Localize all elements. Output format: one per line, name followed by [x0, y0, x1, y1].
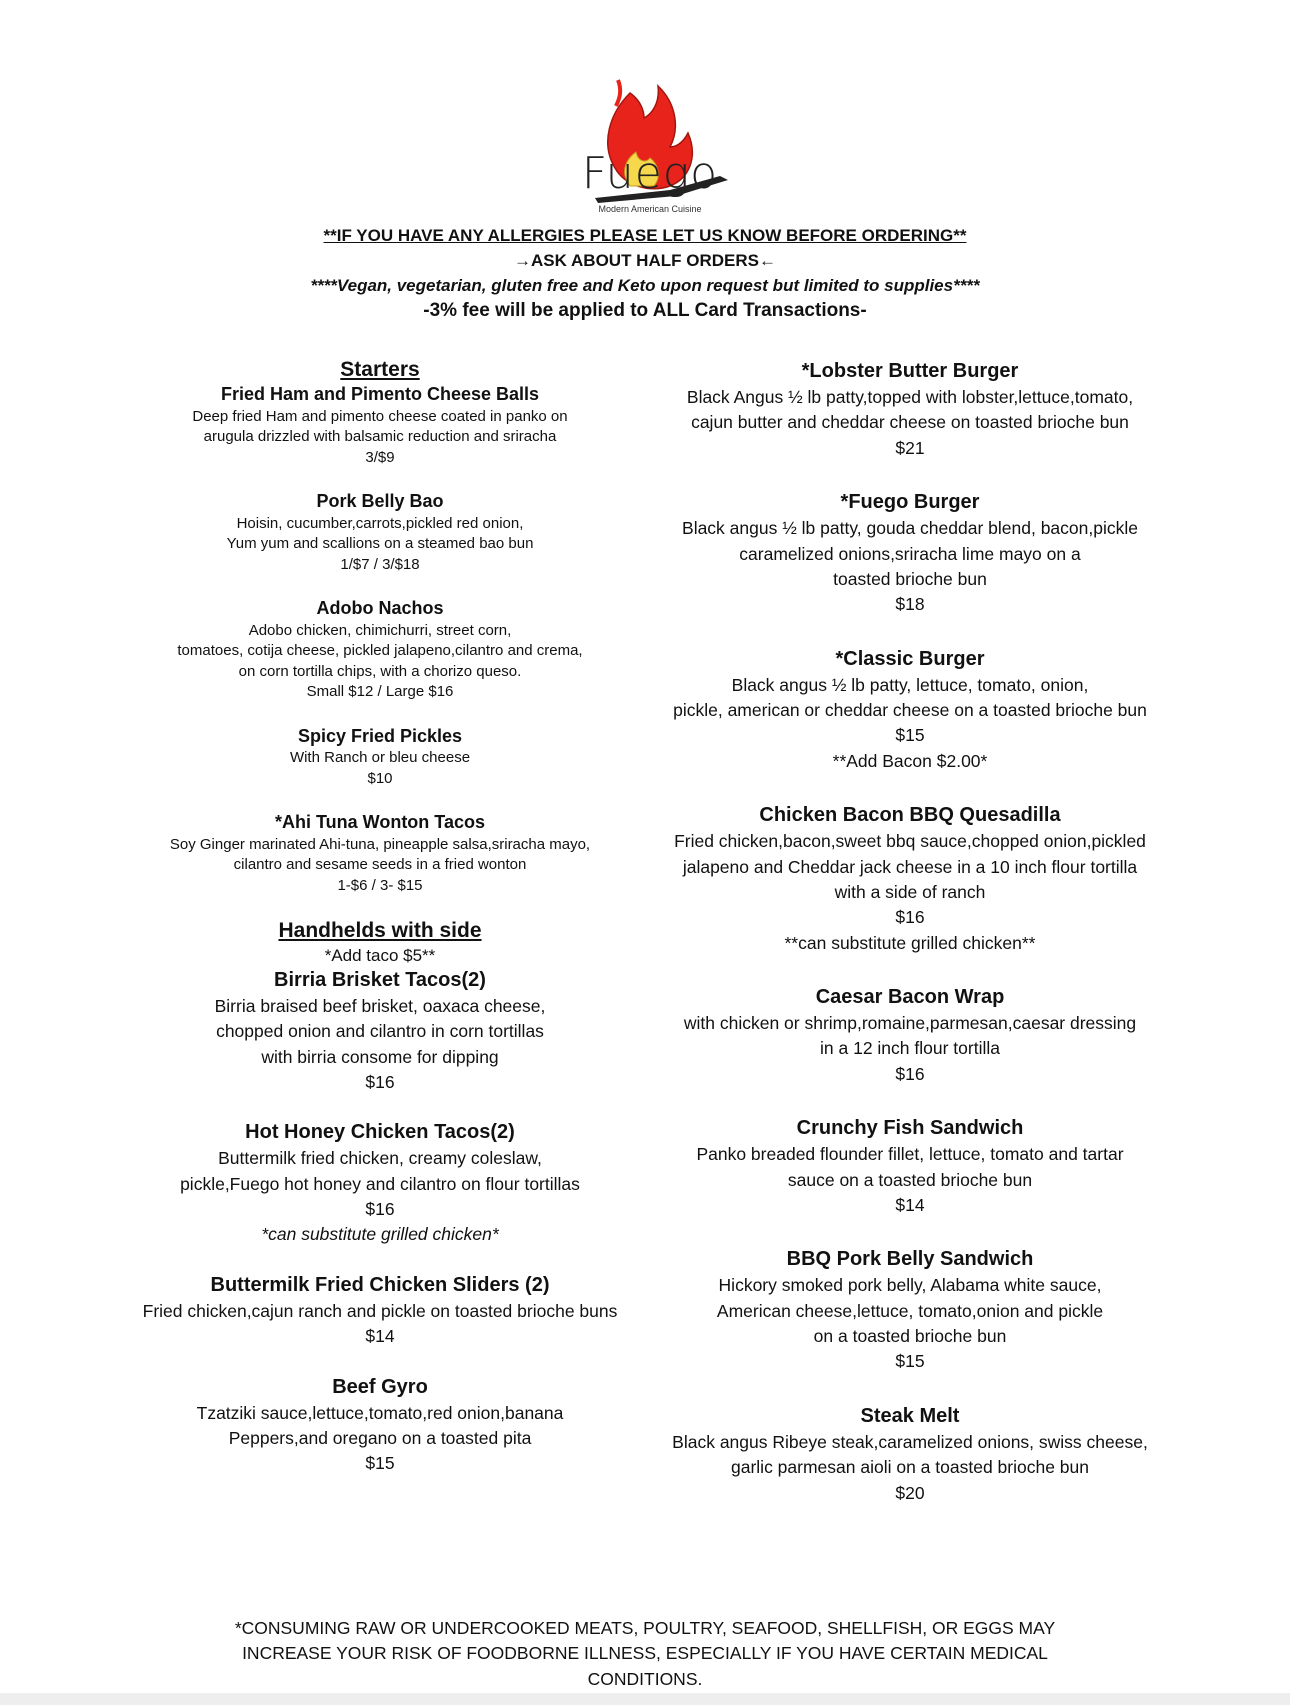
item-price: Small $12 / Large $16 — [306, 683, 454, 701]
item-desc: Peppers,and oregano on a toasted pita — [228, 1427, 532, 1448]
starters-heading: Starters — [340, 358, 420, 381]
item-note: **Add Bacon $2.00* — [832, 750, 988, 771]
item-desc: pickle, american or cheddar cheese on a toasted brioche bun — [673, 700, 1147, 720]
item-desc: Black angus ½ lb patty, gouda cheddar blend, bacon,pickle — [682, 518, 1138, 539]
item-desc: Birria braised beef brisket, oaxaca cheese, — [214, 995, 546, 1016]
item-desc: tomatoes, cotija cheese, pickled jalapeno,cilantro and crema, — [177, 642, 583, 660]
item-name: Chicken Bacon BBQ Quesadilla — [759, 804, 1061, 827]
item-desc: Fried chicken,cajun ranch and pickle on toasted brioche buns — [142, 1300, 618, 1321]
disclaimer-line: CONDITIONS. — [587, 1668, 703, 1689]
menu-item — [645, 802, 1175, 956]
item-desc: caramelized onions,sriracha lime mayo on a — [739, 543, 1081, 564]
handhelds-heading: Handhelds with side — [278, 919, 482, 943]
item-price: $14 — [895, 1194, 925, 1215]
item-name: Pork Belly Bao — [316, 491, 444, 512]
menu-item — [110, 383, 650, 468]
item-desc: Hickory smoked pork belly, Alabama white sauce, — [718, 1275, 1102, 1296]
item-desc: Yum yum and scallions on a steamed bao bun — [226, 535, 534, 553]
item-desc: With Ranch or bleu cheese — [289, 749, 471, 767]
menu-item — [110, 1374, 650, 1477]
item-desc: with a side of ranch — [834, 881, 986, 902]
item-desc: Adobo chicken, chimichurri, street corn, — [248, 621, 512, 639]
item-desc: cajun butter and cheddar cheese on toasted brioche bun — [691, 412, 1129, 433]
item-desc: Hoisin, cucumber,carrots,pickled red onion, — [236, 514, 524, 532]
item-name: Beef Gyro — [332, 1375, 428, 1398]
menu-item — [110, 490, 650, 575]
item-name: *Fuego Burger — [840, 491, 980, 514]
menu-item — [110, 1272, 650, 1350]
menu-item — [110, 967, 650, 1096]
item-desc: sauce on a toasted brioche bun — [787, 1169, 1033, 1190]
item-name: *Ahi Tuna Wonton Tacos — [275, 812, 485, 833]
diet-notice: ****Vegan, vegetarian, gluten free and Keto upon request but limited to supplies**** — [310, 276, 980, 295]
item-desc: arugula drizzled with balsamic reduction and sriracha — [203, 428, 557, 446]
item-desc: Black Angus ½ lb patty,topped with lobster,lettuce,tomato, — [686, 387, 1134, 407]
item-price: $15 — [895, 725, 925, 746]
item-desc: cilantro and sesame seeds in a fried wonton — [233, 856, 527, 874]
item-price: $14 — [365, 1326, 395, 1347]
item-desc: chopped onion and cilantro in corn tortillas — [216, 1021, 544, 1042]
half-orders-notice: →ASK ABOUT HALF ORDERS← — [514, 251, 776, 270]
item-price: $20 — [895, 1482, 925, 1503]
item-name: *Classic Burger — [835, 647, 985, 670]
item-name: Crunchy Fish Sandwich — [796, 1117, 1024, 1140]
item-price: $21 — [895, 437, 925, 458]
item-desc: with birria consome for dipping — [261, 1046, 499, 1067]
item-price: $10 — [367, 769, 393, 787]
item-desc: Black angus Ribeye steak,caramelized onions, swiss cheese, — [672, 1431, 1148, 1452]
item-desc: on a toasted brioche bun — [813, 1326, 1007, 1346]
item-name: Caesar Bacon Wrap — [815, 986, 1005, 1008]
item-desc: Buttermilk fried chicken, creamy coleslaw, — [218, 1148, 542, 1169]
item-name: BBQ Pork Belly Sandwich — [786, 1248, 1034, 1271]
item-name: Spicy Fried Pickles — [297, 725, 463, 746]
item-desc: Fried chicken,bacon,sweet bbq sauce,chopped onion,pickled — [674, 831, 1146, 852]
item-name: *Lobster Butter Burger — [801, 360, 1019, 382]
item-price: 1-$6 / 3- $15 — [337, 876, 423, 894]
item-desc: Black angus ½ lb patty, lettuce, tomato, onion, — [731, 674, 1089, 695]
disclaimer-line: INCREASE YOUR RISK OF FOODBORNE ILLNESS, ESPECIALLY IF YOU HAVE CERTAIN MEDICAL — [242, 1643, 1048, 1664]
item-name: Birria Brisket Tacos(2) — [274, 968, 486, 991]
item-price: 1/$7 / 3/$18 — [340, 555, 420, 573]
item-desc: with chicken or shrimp,romaine,parmesan,caesar dressing — [683, 1013, 1137, 1033]
item-desc: on corn tortilla chips, with a chorizo queso. — [238, 662, 522, 680]
item-price: $16 — [365, 1071, 395, 1092]
menu-item — [645, 984, 1175, 1087]
item-price: 3/$9 — [365, 448, 395, 466]
brand-tagline: Modern American Cuisine — [598, 204, 702, 214]
menu-item — [110, 725, 650, 789]
item-desc: Deep fried Ham and pimento cheese coated in panko on — [192, 407, 568, 425]
item-note: *can substitute grilled chicken* — [261, 1224, 499, 1245]
card-fee-notice: -3% fee will be applied to ALL Card Transactions- — [423, 300, 867, 321]
item-desc: garlic parmesan aioli on a toasted brioche bun — [731, 1457, 1089, 1478]
item-desc: Tzatziki sauce,lettuce,tomato,red onion,banana — [196, 1402, 564, 1423]
item-desc: Soy Ginger marinated Ahi-tuna, pineapple salsa,sriracha mayo, — [169, 835, 591, 853]
disclaimer-line: *CONSUMING RAW OR UNDERCOOKED MEATS, POULTRY, SEAFOOD, SHELLFISH, OR EGGS MAY — [234, 1618, 1056, 1638]
item-desc: jalapeno and Cheddar jack cheese in a 10 inch flour tortilla — [682, 856, 1138, 877]
item-desc: in a 12 inch flour tortilla — [820, 1038, 1000, 1059]
handhelds-note: *Add taco $5** — [324, 945, 436, 965]
menu-item — [645, 489, 1175, 618]
menu-item — [645, 1115, 1175, 1218]
consumption-disclaimer — [150, 1616, 1140, 1692]
item-desc: American cheese,lettuce, tomato,onion and pickle — [716, 1300, 1104, 1321]
item-name: Fried Ham and Pimento Cheese Balls — [220, 384, 540, 405]
item-price: $16 — [895, 907, 925, 928]
menu-item — [645, 646, 1175, 775]
item-note: **can substitute grilled chicken** — [784, 932, 1036, 953]
menu-item — [110, 1119, 650, 1248]
left-column — [110, 357, 650, 1501]
item-price: $16 — [895, 1063, 925, 1084]
menu-item — [645, 1403, 1175, 1506]
item-desc: Panko breaded flounder fillet, lettuce, tomato and tartar — [696, 1144, 1124, 1165]
item-name: Steak Melt — [860, 1404, 960, 1427]
item-name: Hot Honey Chicken Tacos(2) — [245, 1121, 515, 1144]
item-price: $18 — [895, 594, 925, 615]
item-name: Adobo Nachos — [316, 598, 444, 619]
item-price: $15 — [895, 1351, 925, 1372]
item-desc: toasted brioche bun — [833, 568, 987, 589]
allergy-notice: **IF YOU HAVE ANY ALLERGIES PLEASE LET US KNOW BEFORE ORDERING** — [323, 226, 967, 245]
item-price: $16 — [365, 1199, 395, 1219]
menu-item — [110, 811, 650, 896]
brand-name: Fuego — [581, 148, 719, 199]
item-name: Buttermilk Fried Chicken Sliders (2) — [210, 1273, 550, 1296]
menu-item — [645, 358, 1175, 461]
page-bottom-edge — [0, 1693, 1290, 1705]
item-price: $15 — [365, 1453, 395, 1474]
menu-item — [645, 1246, 1175, 1375]
menu-item — [110, 597, 650, 703]
right-column — [645, 358, 1175, 1534]
item-desc: pickle,Fuego hot honey and cilantro on flour tortillas — [180, 1173, 580, 1194]
